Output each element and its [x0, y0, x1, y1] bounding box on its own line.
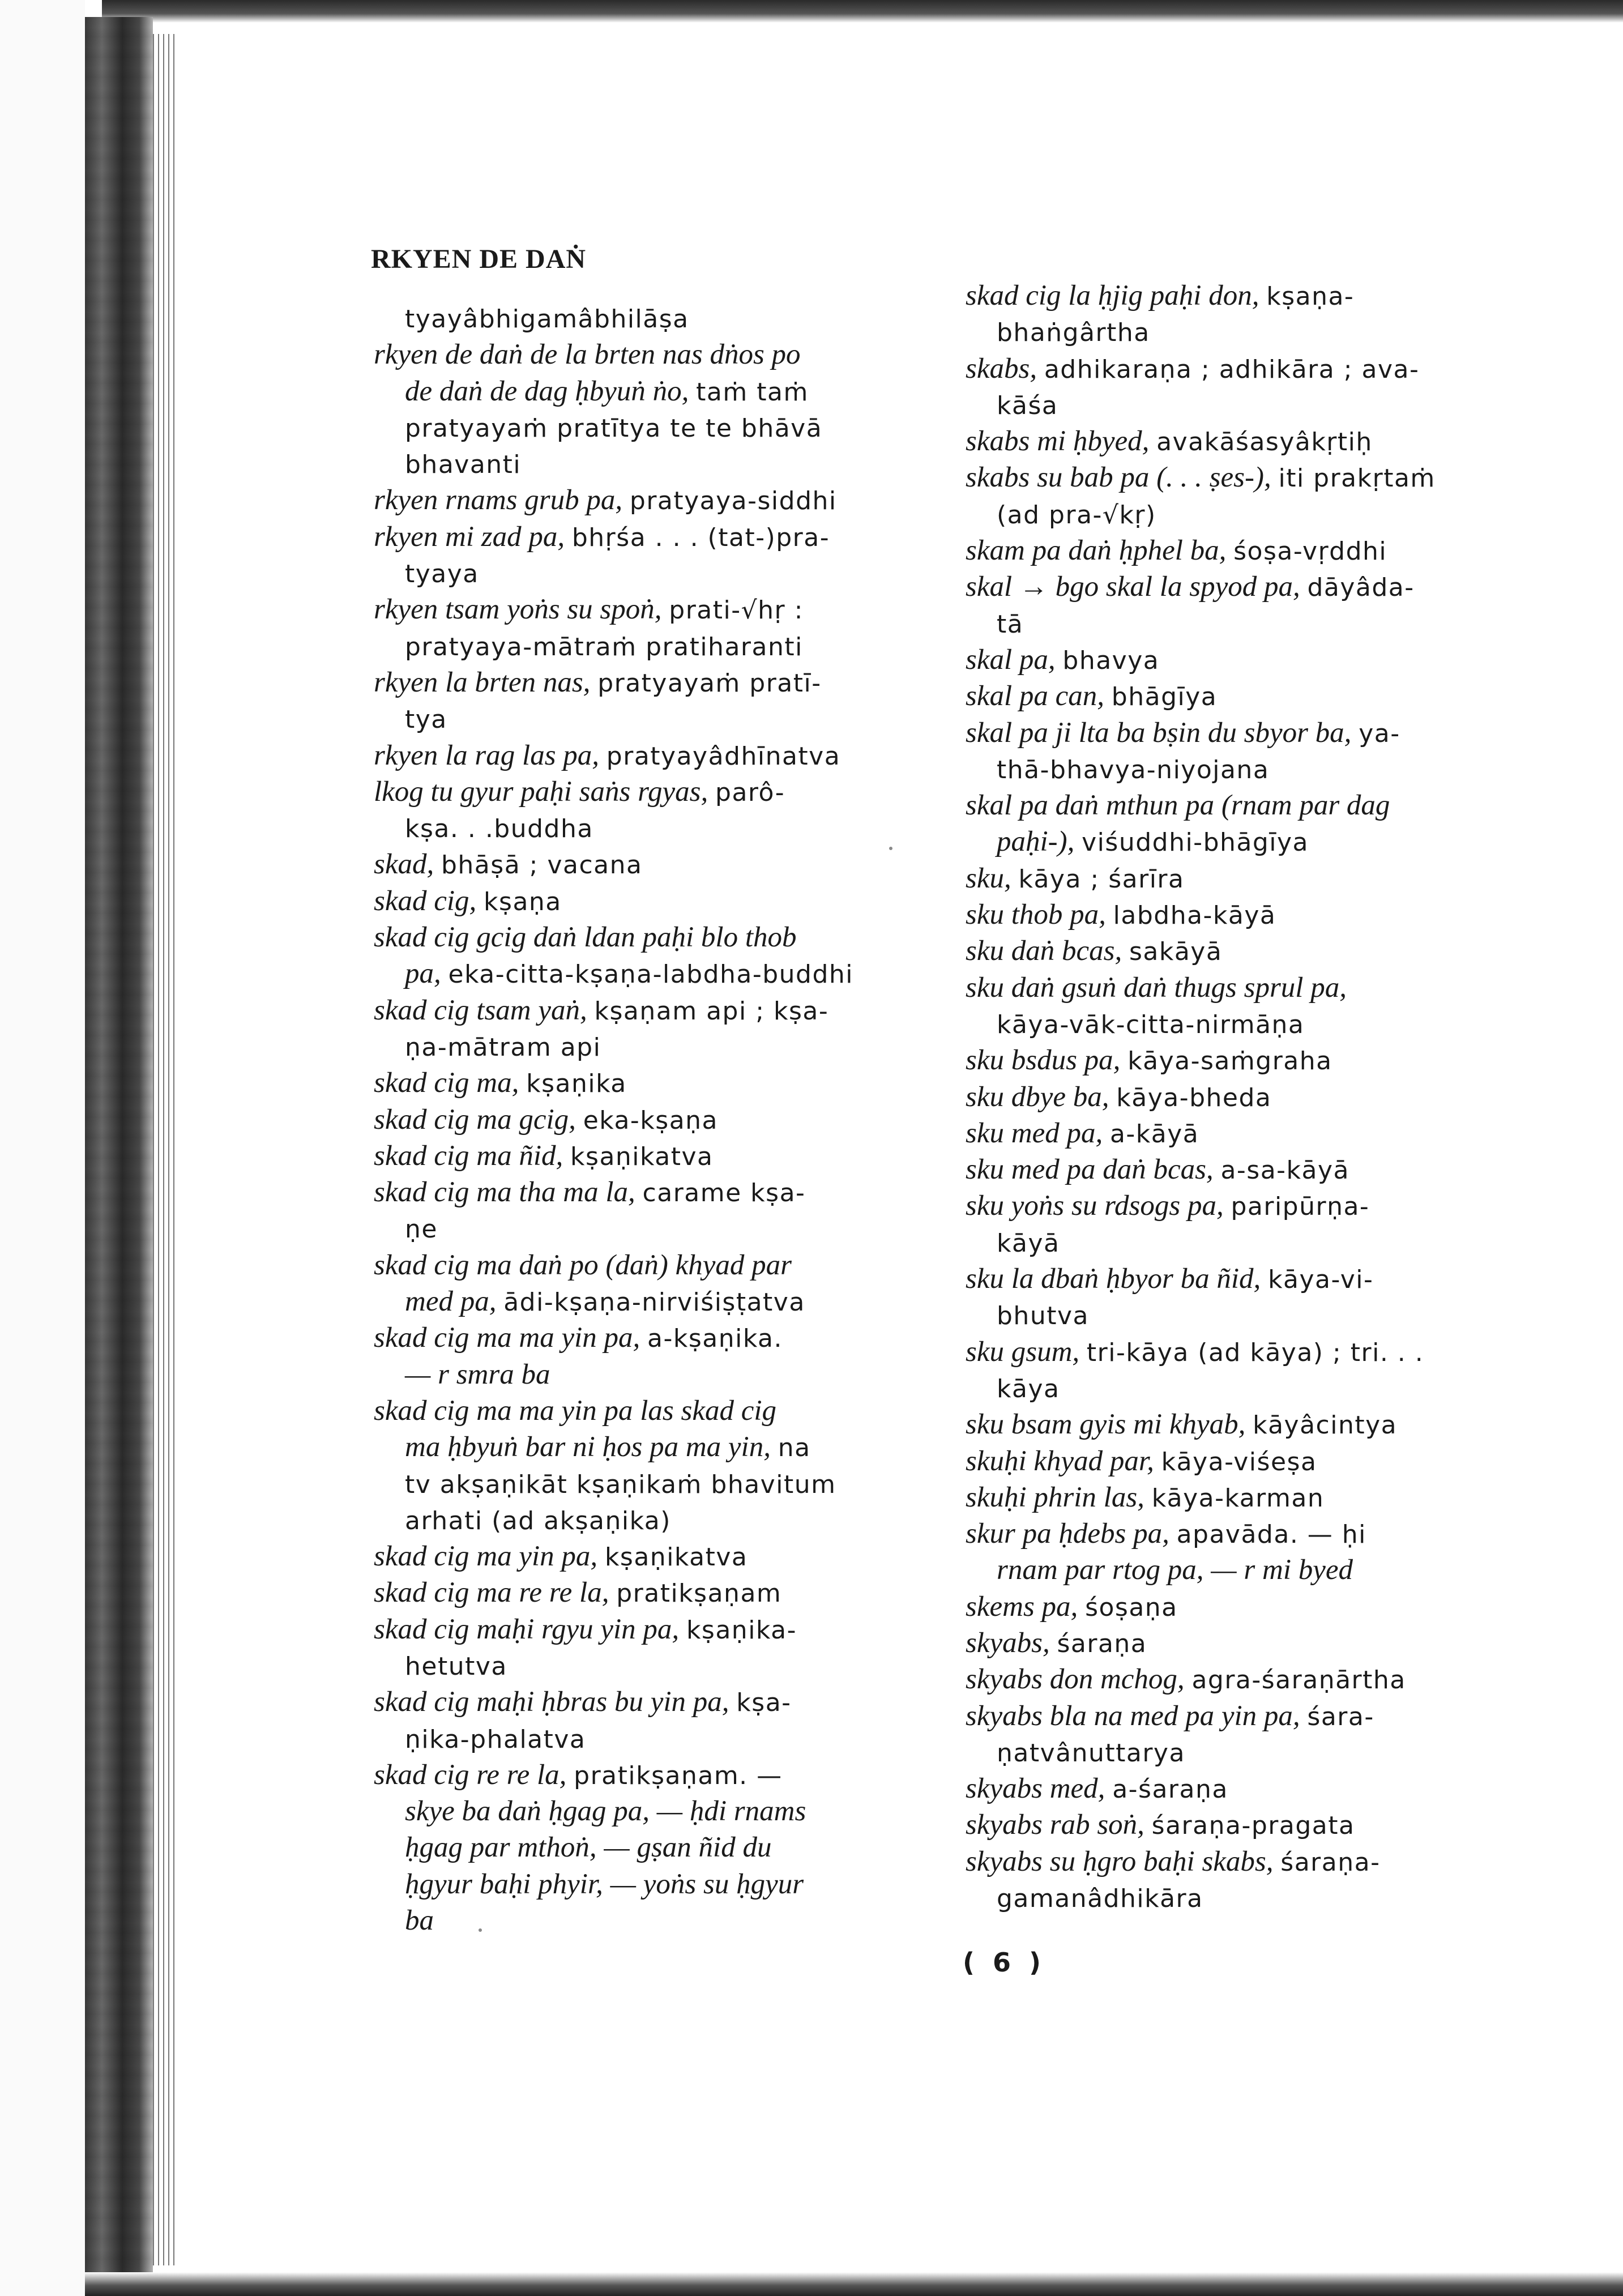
dictionary-line: [966, 1334, 1532, 1370]
tibetan-term: sku bsdus pa,: [966, 1044, 1121, 1077]
dictionary-line: [966, 933, 1532, 969]
right-column: [966, 278, 1532, 1916]
dictionary-line: [966, 351, 1532, 387]
dictionary-line: [966, 1589, 1532, 1625]
sanskrit-equivalent: kāya-saṁgraha: [1127, 1047, 1332, 1076]
sanskrit-equivalent: ṇika-phalatva: [405, 1725, 586, 1754]
dictionary-line: [374, 336, 940, 373]
dictionary-line: [374, 992, 940, 1028]
sanskrit-equivalent: tv akṣaṇikāt kṣaṇikaṁ bhavitum: [405, 1470, 836, 1499]
sanskrit-equivalent: tā: [997, 609, 1024, 639]
dictionary-line: [374, 373, 940, 409]
tibetan-term: skabs su bab pa (. . . ṣes-),: [966, 462, 1271, 494]
tibetan-term: skur pa ḥdebs pa,: [966, 1518, 1169, 1550]
dictionary-line: [966, 1224, 1532, 1261]
tibetan-term: rkyen la brten nas,: [374, 666, 591, 698]
sanskrit-equivalent: kṣaṇam api ; kṣa-: [594, 996, 829, 1026]
tibetan-term: skuḥi khyad par,: [966, 1445, 1154, 1477]
dictionary-line: [374, 1138, 940, 1174]
dictionary-line: [374, 1793, 940, 1829]
dictionary-line: [966, 1734, 1532, 1770]
dictionary-line: [966, 423, 1532, 459]
sanskrit-equivalent: kṣaṇika-: [686, 1615, 797, 1645]
dictionary-line: [374, 591, 940, 628]
sanskrit-equivalent: śoṣaṇa: [1085, 1593, 1178, 1622]
tibetan-term: skad cig ma ma yin pa,: [374, 1322, 640, 1354]
tibetan-term: skyabs don mchog,: [966, 1663, 1185, 1696]
bottom-scan-edge: [85, 2272, 1623, 2296]
dictionary-line: [966, 1006, 1532, 1042]
tibetan-term: rnam par rtog pa, — r mi byed: [997, 1554, 1353, 1586]
tibetan-term: sku yoṅs su rdsogs pa,: [966, 1190, 1224, 1222]
tibetan-term: skuḥi phrin las,: [966, 1481, 1144, 1513]
sanskrit-equivalent: kṣa. . .buddha: [405, 814, 593, 844]
dictionary-line: [374, 628, 940, 664]
dictionary-line: [374, 955, 940, 992]
tibetan-term: skad cig ma tha ma la,: [374, 1176, 635, 1209]
tibetan-term: sku dbye ba,: [966, 1081, 1109, 1113]
dictionary-line: [374, 1429, 940, 1465]
tibetan-term: skye ba daṅ ḥgag pa, — ḥdi rnams: [405, 1795, 806, 1828]
sanskrit-equivalent: parô-: [715, 778, 785, 807]
tibetan-term: de daṅ de dag ḥbyuṅ ṅo,: [405, 375, 689, 407]
sanskrit-equivalent: tya: [405, 705, 447, 735]
sanskrit-equivalent: tyaya: [405, 560, 479, 589]
tibetan-term: skal → bgo skal la spyod pa,: [966, 571, 1300, 603]
sanskrit-equivalent: śaraṇa: [1057, 1629, 1147, 1658]
dictionary-line: [966, 1479, 1532, 1516]
sanskrit-equivalent: eka-citta-kṣaṇa-labdha-buddhi: [448, 960, 854, 989]
tibetan-term: ḥgag par mthoṅ, — gṣan ñid du: [405, 1832, 772, 1864]
tibetan-term: skal pa daṅ mthun pa (rnam par dag: [966, 789, 1390, 822]
tibetan-term: skyabs bla na med pa yin pa,: [966, 1700, 1300, 1732]
tibetan-term: rkyen rnams grub pa,: [374, 484, 623, 517]
dictionary-line: [374, 1065, 940, 1101]
dictionary-line: [966, 1807, 1532, 1843]
page-edges: [153, 34, 176, 2265]
dictionary-line: [966, 1770, 1532, 1807]
dictionary-line: [966, 1516, 1532, 1552]
tibetan-term: skad cig maḥi ḥbras bu yin pa,: [374, 1686, 729, 1718]
sanskrit-equivalent: paripūrṇa-: [1231, 1192, 1370, 1222]
dictionary-line: [966, 1042, 1532, 1078]
dictionary-line: [374, 1611, 940, 1648]
dictionary-line: [966, 1406, 1532, 1443]
sanskrit-equivalent: apavāda. — ḥi: [1176, 1520, 1366, 1550]
dictionary-line: [374, 1466, 940, 1502]
sanskrit-equivalent: adhikaraṇa ; adhikāra ; ava-: [1044, 355, 1420, 384]
sanskrit-equivalent: pratikṣaṇam: [616, 1579, 782, 1608]
sanskrit-equivalent: pratyayaṁ pratī-: [597, 668, 822, 698]
dictionary-line: [374, 1757, 940, 1793]
sanskrit-equivalent: bhāṣā ; vacana: [441, 851, 643, 880]
dictionary-line: [966, 1698, 1532, 1734]
dictionary-line: [374, 919, 940, 955]
sanskrit-equivalent: bhaṅgârtha: [997, 318, 1150, 348]
tibetan-term: skabs mi ḥbyed,: [966, 425, 1150, 458]
dictionary-line: [374, 1902, 940, 1939]
dictionary-line: [966, 897, 1532, 933]
sanskrit-equivalent: pratikṣaṇam. —: [574, 1761, 783, 1790]
tibetan-term: skad cig ma ma yin pa las skad cig: [374, 1394, 777, 1427]
left-column: [374, 300, 940, 1939]
dictionary-line: [374, 1102, 940, 1138]
tibetan-term: skad cig tsam yaṅ,: [374, 994, 587, 1026]
tibetan-term: sku gsum,: [966, 1335, 1080, 1368]
dictionary-line: [966, 278, 1532, 314]
dictionary-line: [374, 774, 940, 810]
sanskrit-equivalent: taṁ taṁ: [696, 377, 809, 407]
sanskrit-equivalent: ṇa-mātram api: [405, 1032, 601, 1062]
sanskrit-equivalent: pratyayaṁ pratītya te te bhāvā: [405, 413, 823, 443]
sanskrit-equivalent: prati-√hṛ :: [669, 596, 804, 625]
dictionary-line: [374, 737, 940, 774]
sanskrit-equivalent: a-śaraṇa: [1112, 1775, 1228, 1804]
dictionary-line: [966, 642, 1532, 678]
tibetan-term: rkyen mi zad pa,: [374, 520, 565, 553]
tibetan-term: sku bsam gyis mi khyab,: [966, 1409, 1246, 1441]
dictionary-line: [374, 1247, 940, 1283]
sanskrit-equivalent: agra-śaraṇārtha: [1191, 1666, 1406, 1695]
dictionary-line: [374, 555, 940, 591]
book-binding: [85, 17, 153, 2282]
tibetan-term: skad cig ma gcig,: [374, 1103, 576, 1136]
sanskrit-equivalent: kāya-karman: [1151, 1483, 1325, 1513]
sanskrit-equivalent: thā-bhavya-niyojana: [997, 755, 1270, 784]
dictionary-line: [374, 1574, 940, 1611]
sanskrit-equivalent: tyayâbhigamâbhilāṣa: [405, 305, 689, 334]
sanskrit-equivalent: pratyaya-mātraṁ pratiharanti: [405, 632, 803, 662]
dictionary-line: [966, 1261, 1532, 1297]
dictionary-line: [966, 605, 1532, 642]
tibetan-term: pa,: [405, 958, 441, 990]
dictionary-line: [374, 1356, 940, 1393]
tibetan-term: skyabs,: [966, 1627, 1050, 1659]
dictionary-line: [374, 883, 940, 919]
dictionary-line: [966, 751, 1532, 787]
sanskrit-equivalent: tri-kāya (ad kāya) ; tri. . .: [1086, 1338, 1424, 1367]
dictionary-line: [966, 459, 1532, 496]
page-number: ( 6 ): [963, 1947, 1046, 1978]
tibetan-term: skad cig ma daṅ po (daṅ) khyad par: [374, 1249, 792, 1281]
sanskrit-equivalent: kṣa-: [736, 1688, 792, 1718]
sanskrit-equivalent: iti prakṛtaṁ: [1278, 464, 1436, 493]
tibetan-term: skad cig ma ñid,: [374, 1140, 563, 1172]
sanskrit-equivalent: kṣaṇikatva: [604, 1543, 748, 1572]
dictionary-line: [966, 532, 1532, 569]
sanskrit-equivalent: kāya: [997, 1374, 1060, 1403]
sanskrit-equivalent: bhavanti: [405, 450, 522, 480]
tibetan-term: skyabs su ḥgro baḥi skabs,: [966, 1845, 1274, 1877]
sanskrit-equivalent: a-kāyā: [1109, 1119, 1199, 1149]
dictionary-line: [966, 1443, 1532, 1479]
sanskrit-equivalent: avakāśasyâkṛtiḥ: [1156, 428, 1373, 457]
dictionary-line: [374, 1648, 940, 1684]
dictionary-line: [374, 1829, 940, 1866]
dictionary-line: [374, 1393, 940, 1429]
tibetan-term: ba: [405, 1905, 434, 1937]
dictionary-line: [966, 1880, 1532, 1916]
left-margin: [0, 0, 85, 2296]
sanskrit-equivalent: kāya ; śarīra: [1018, 864, 1185, 894]
tibetan-term: ḥgyur baḥi phyir, — yoṅs su ḥgyur: [405, 1868, 804, 1900]
sanskrit-equivalent: śoṣa-vṛddhi: [1233, 537, 1387, 566]
dictionary-line: [374, 810, 940, 846]
dictionary-line: [374, 300, 940, 336]
tibetan-term: sku thob pa,: [966, 899, 1106, 931]
tibetan-term: skabs,: [966, 352, 1037, 385]
tibetan-term: — r smra ba: [405, 1358, 550, 1390]
sanskrit-equivalent: kāya-vāk-citta-nirmāṇa: [997, 1010, 1305, 1039]
tibetan-term: rkyen tsam yoṅs su spoṅ,: [374, 594, 662, 626]
dictionary-line: [374, 1721, 940, 1757]
sanskrit-equivalent: ya-: [1359, 719, 1400, 748]
tibetan-term: skal pa,: [966, 643, 1056, 676]
dictionary-line: [374, 701, 940, 737]
tibetan-term: med pa,: [405, 1286, 497, 1318]
dictionary-line: [966, 787, 1532, 823]
dictionary-line: [374, 409, 940, 446]
sanskrit-equivalent: sakāyā: [1129, 937, 1223, 967]
dictionary-line: [374, 664, 940, 701]
dictionary-line: [374, 1174, 940, 1210]
dictionary-line: [374, 846, 940, 882]
tibetan-term: sku med pa daṅ bcas,: [966, 1154, 1214, 1186]
tibetan-term: skad cig ma re re la,: [374, 1577, 609, 1609]
dictionary-line: [966, 1297, 1532, 1333]
dictionary-line: [966, 1625, 1532, 1661]
sanskrit-equivalent: dāyâda-: [1307, 573, 1415, 603]
tibetan-term: skems pa,: [966, 1590, 1078, 1623]
sanskrit-equivalent: arhati (ad akṣaṇika): [405, 1506, 671, 1535]
dictionary-line: [374, 482, 940, 518]
tibetan-term: lkog tu gyur paḥi saṅs rgyas,: [374, 775, 708, 808]
sanskrit-equivalent: bhṛśa . . . (tat-)pra-: [571, 523, 830, 552]
tibetan-term: paḥi-),: [997, 826, 1075, 858]
sanskrit-equivalent: a-sa-kāyā: [1220, 1156, 1349, 1185]
dictionary-line: [966, 314, 1532, 350]
tibetan-term: sku daṅ gsuṅ daṅ thugs sprul pa,: [966, 971, 1347, 1004]
sanskrit-equivalent: bhavya: [1062, 646, 1160, 675]
sanskrit-equivalent: pratyayâdhīnatva: [606, 741, 841, 771]
sanskrit-equivalent: kāya-vi-: [1268, 1265, 1374, 1295]
sanskrit-equivalent: bhutva: [997, 1301, 1089, 1331]
page-title: RKYEN DE DAṄ: [371, 244, 587, 274]
sanskrit-equivalent: (ad pra-√kṛ): [997, 500, 1156, 530]
tibetan-term: skad cig la ḥjig paḥi don,: [966, 280, 1259, 311]
sanskrit-equivalent: eka-kṣaṇa: [583, 1106, 719, 1135]
sanskrit-equivalent: kāyā: [997, 1228, 1060, 1258]
tibetan-term: sku med pa,: [966, 1117, 1103, 1149]
sanskrit-equivalent: hetutva: [405, 1651, 507, 1681]
dictionary-line: [966, 1188, 1532, 1224]
tibetan-term: rkyen de daṅ de la brten nas dṅos po: [374, 339, 801, 371]
tibetan-term: sku daṅ bcas,: [966, 935, 1122, 967]
top-scan-edge: [102, 0, 1623, 23]
dictionary-line: [966, 1843, 1532, 1880]
tibetan-term: rkyen la rag las pa,: [374, 739, 600, 771]
dictionary-line: [966, 1370, 1532, 1406]
tibetan-term: sku la dbaṅ ḥbyor ba ñid,: [966, 1263, 1261, 1295]
dictionary-line: [966, 1115, 1532, 1151]
sanskrit-equivalent: kāya-viśeṣa: [1161, 1447, 1317, 1476]
dictionary-line: [966, 715, 1532, 751]
sanskrit-equivalent: kṣaṇa: [484, 887, 562, 916]
tibetan-term: sku,: [966, 862, 1011, 894]
sanskrit-equivalent: ādi-kṣaṇa-nirviśiṣṭatva: [503, 1288, 805, 1317]
sanskrit-equivalent: bhāgīya: [1111, 682, 1218, 712]
sanskrit-equivalent: śaraṇa-pragata: [1151, 1811, 1355, 1841]
tibetan-term: skad cig maḥi rgyu yin pa,: [374, 1613, 680, 1645]
sanskrit-equivalent: na: [778, 1433, 811, 1463]
tibetan-term: skal pa can,: [966, 680, 1105, 712]
dictionary-line: [374, 1538, 940, 1574]
tibetan-term: skad cig ma yin pa,: [374, 1540, 598, 1573]
dictionary-line: [966, 678, 1532, 714]
dictionary-line: [374, 1210, 940, 1247]
tibetan-term: skam pa daṅ ḥphel ba,: [966, 535, 1227, 567]
dictionary-line: [966, 387, 1532, 423]
tibetan-term: skyabs rab soṅ,: [966, 1809, 1144, 1841]
dictionary-line: [966, 496, 1532, 532]
dictionary-line: [966, 860, 1532, 897]
dictionary-line: [374, 1684, 940, 1720]
dictionary-line: [966, 970, 1532, 1006]
sanskrit-equivalent: carame kṣa-: [642, 1179, 806, 1208]
tibetan-term: skad cig,: [374, 885, 477, 917]
tibetan-term: skal pa ji lta ba bṣin du sbyor ba,: [966, 716, 1352, 749]
sanskrit-equivalent: ṇe: [405, 1215, 438, 1244]
sanskrit-equivalent: kṣaṇa-: [1266, 282, 1355, 311]
sanskrit-equivalent: śaraṇa-: [1280, 1847, 1381, 1877]
tibetan-term: skyabs med,: [966, 1773, 1105, 1805]
sanskrit-equivalent: labdha-kāyā: [1113, 901, 1276, 931]
sanskrit-equivalent: gamanâdhikāra: [997, 1884, 1203, 1914]
dictionary-line: [374, 1502, 940, 1538]
dictionary-line: [374, 519, 940, 555]
dictionary-line: [374, 1320, 940, 1356]
sanskrit-equivalent: pratyaya-siddhi: [629, 486, 837, 516]
dictionary-line: [374, 446, 940, 482]
tibetan-term: ma ḥbyuṅ bar ni ḥos pa ma yin,: [405, 1431, 771, 1463]
sanskrit-equivalent: viśuddhi-bhāgīya: [1082, 828, 1309, 857]
dictionary-line: [966, 569, 1532, 605]
tibetan-term: skad,: [374, 848, 434, 881]
tibetan-term: skad cig re re la,: [374, 1759, 567, 1791]
dictionary-line: [966, 823, 1532, 860]
tibetan-term: skad cig gcig daṅ ldan paḥi blo thob: [374, 921, 797, 954]
sanskrit-equivalent: śara-: [1307, 1702, 1374, 1731]
sanskrit-equivalent: kṣaṇika: [526, 1069, 627, 1099]
sanskrit-equivalent: kāśa: [997, 391, 1058, 420]
dictionary-line: [374, 1866, 940, 1902]
dictionary-line: [374, 1283, 940, 1320]
dictionary-line: [374, 1028, 940, 1065]
sanskrit-equivalent: kāya-bheda: [1116, 1083, 1272, 1112]
dictionary-line: [966, 1151, 1532, 1188]
sanskrit-equivalent: kāyâcintya: [1253, 1411, 1398, 1440]
dictionary-line: [966, 1661, 1532, 1697]
tibetan-term: skad cig ma,: [374, 1067, 519, 1099]
sanskrit-equivalent: ṇatvânuttarya: [997, 1738, 1185, 1768]
sanskrit-equivalent: a-kṣaṇika.: [647, 1324, 783, 1354]
sanskrit-equivalent: kṣaṇikatva: [570, 1142, 714, 1171]
dictionary-line: [966, 1552, 1532, 1588]
dictionary-line: [966, 1079, 1532, 1115]
